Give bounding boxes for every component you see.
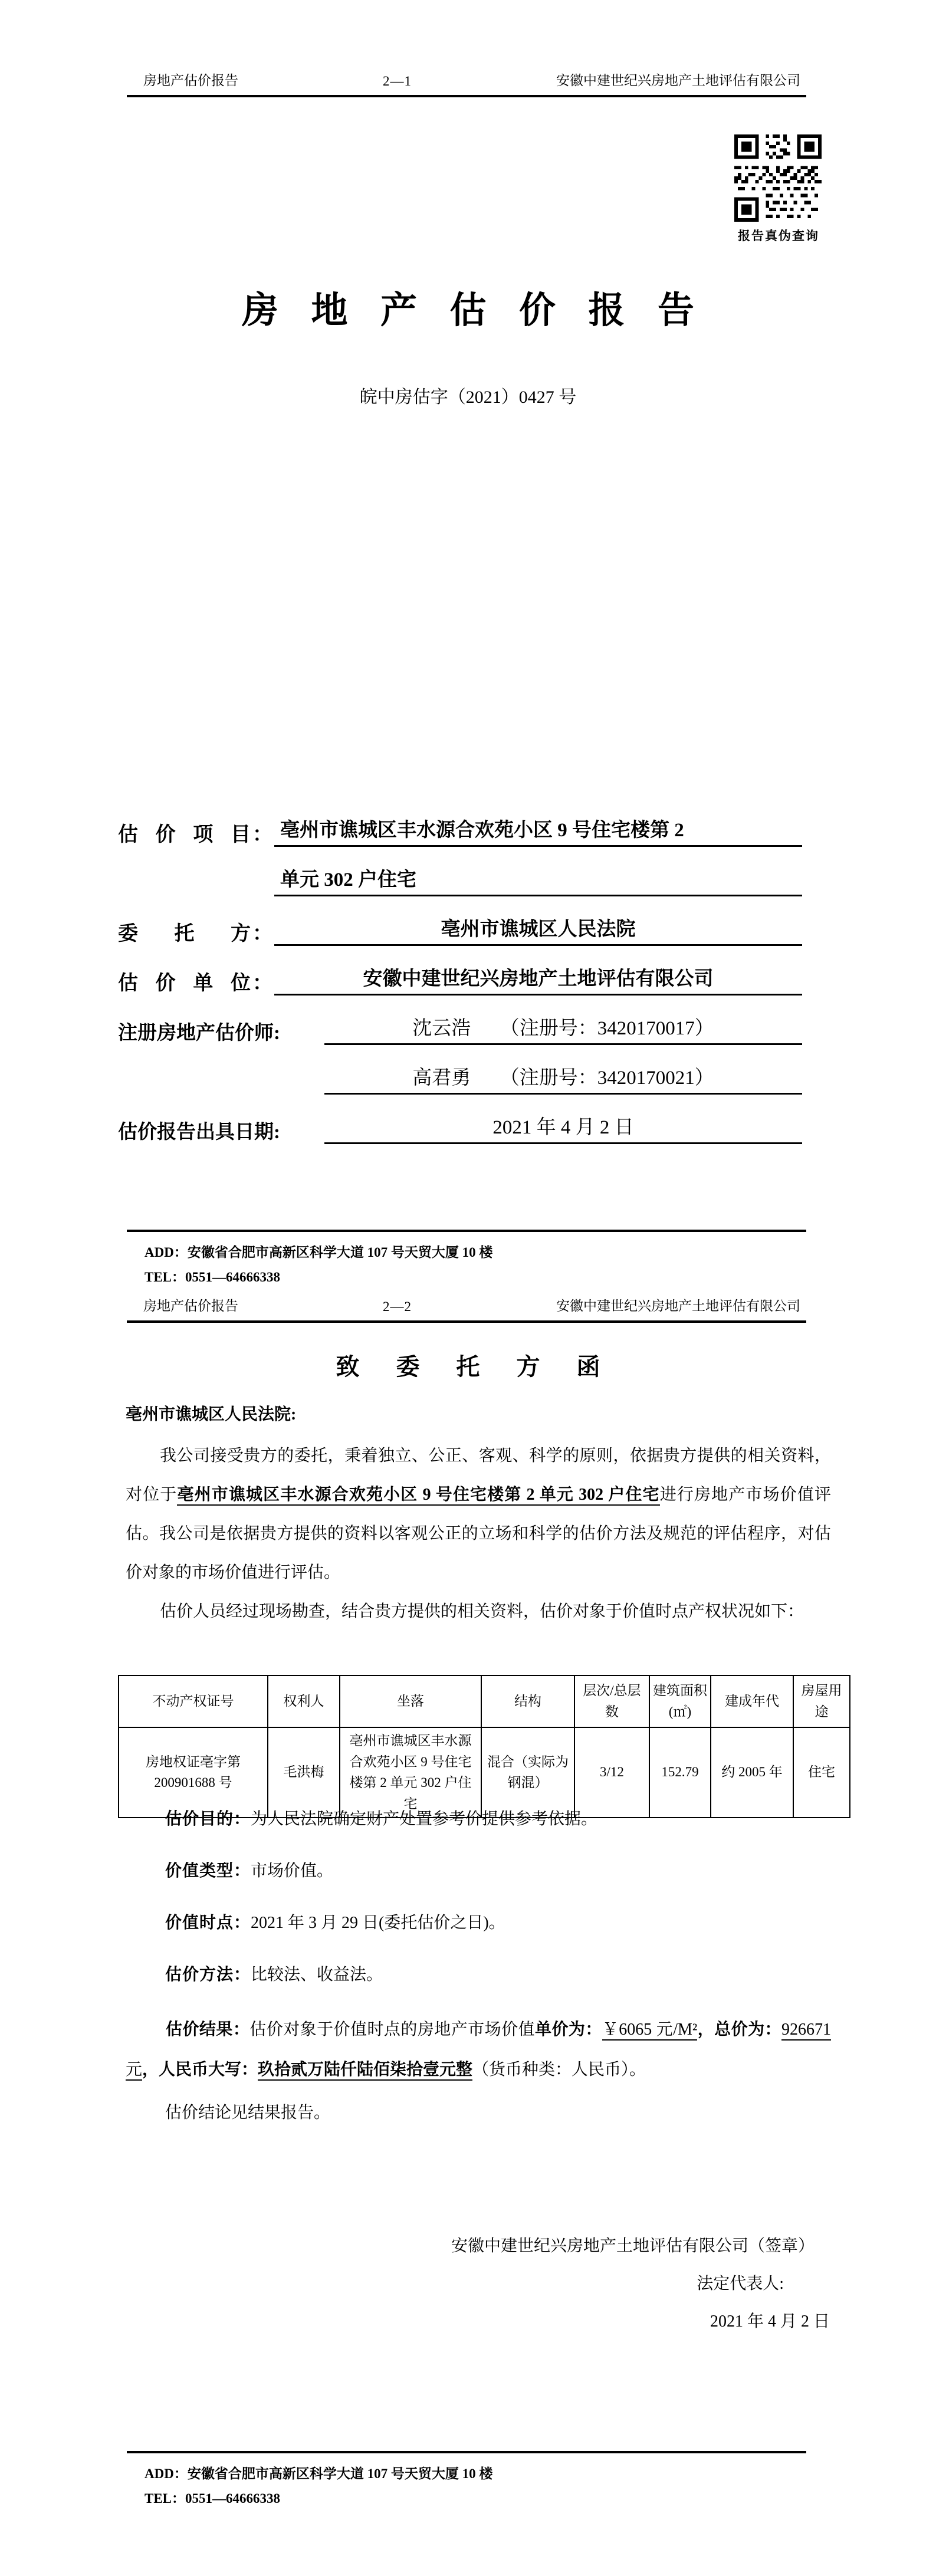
total-price-value: 926671 元	[126, 2020, 831, 2081]
table-header-cell: 建筑面积(㎡)	[649, 1675, 711, 1727]
field-label: 注册房地产估价师:	[118, 1023, 280, 1044]
paragraph-text: 进行房地产市场价值评估。我公司是依据贵方提供的资料以客观公正的立场和科学的估价方法及规范的评估程序，对估价对象的市场价值进行评估。	[126, 1486, 831, 1582]
table-row	[119, 1727, 850, 1818]
table-header-cell: 权利人	[268, 1675, 340, 1727]
page-number: 2—1	[383, 74, 412, 88]
running-header-doc-type: 房地产估价报告	[143, 73, 238, 88]
field-row-project-cont	[118, 847, 802, 896]
field-label: 估价报告出具日期:	[118, 1122, 280, 1143]
field-colon: ：	[252, 923, 272, 945]
field-row-appraiser-1	[118, 995, 802, 1045]
table-header-cell: 坐落	[340, 1675, 481, 1727]
field-value: 高君勇 （注册号：3420170021）	[324, 1062, 802, 1095]
company-name: 安徽中建世纪兴房地产土地评估有限公司	[556, 1299, 800, 1313]
table-cell-floor: 3/12	[574, 1727, 649, 1818]
page1-footer	[127, 1230, 806, 1290]
currency-note: （货币种类：人民币）。	[472, 2061, 646, 2079]
page1-running-header	[127, 70, 806, 97]
conclusion-note: 估价结论见结果报告。	[165, 2104, 331, 2122]
qr-verification-block	[734, 134, 823, 244]
legal-representative-label: 法定代表人:	[697, 2275, 784, 2293]
property-table	[118, 1675, 850, 1818]
item-label: 估价方法：	[165, 1966, 251, 1984]
table-cell-structure: 混合（实际为钢混）	[481, 1727, 574, 1818]
field-value: 2021 年 4 月 2 日	[324, 1112, 802, 1144]
company-name: 安徽中建世纪兴房地产土地评估有限公司	[556, 73, 800, 88]
result-text: 估价对象于价值时点的房地产市场价值	[249, 2020, 535, 2039]
qr-caption: 报告真伪查询	[738, 229, 819, 243]
field-row-project	[118, 797, 802, 847]
table-header-cell: 房屋用途	[793, 1675, 850, 1727]
item-purpose	[165, 1806, 836, 1829]
table-cell-year: 约 2005 年	[711, 1727, 793, 1818]
item-text: 比较法、收益法。	[251, 1966, 383, 1984]
item-text: 为人民法院确定财产处置参考价提供参考依据。	[251, 1810, 598, 1828]
table-cell-use: 住宅	[793, 1727, 850, 1818]
signature-company: 安徽中建世纪兴房地产土地评估有限公司（签章）	[451, 2237, 815, 2255]
table-cell-owner: 毛洪梅	[268, 1727, 340, 1818]
table-cell-area: 152.79	[649, 1727, 711, 1818]
footer-address: ADD：安徽省合肥市高新区科学大道 107 号天贸大厦 10 楼	[144, 1245, 493, 1260]
table-header-cell: 不动产权证号	[119, 1675, 268, 1727]
item-value-date	[165, 1910, 836, 1933]
item-method	[165, 1961, 836, 1985]
page2-running-header	[127, 1295, 806, 1323]
unit-price-value: ￥6065 元/M²	[602, 2020, 697, 2041]
total-price-label: ，总价为：	[697, 2020, 781, 2039]
footer-phone: TEL：0551—64666338	[144, 1270, 281, 1284]
table-cell-cert-no: 房地权证亳字第 200901688 号	[119, 1727, 268, 1818]
qr-code	[734, 134, 822, 222]
running-header-doc-type: 房地产估价报告	[143, 1299, 238, 1313]
field-colon: ：	[252, 972, 272, 994]
paragraph-survey: 估价人员经过现场勘查，结合贵方提供的相关资料，估价对象于价值时点产权状况如下：	[160, 1602, 804, 1621]
page2-footer	[127, 2451, 806, 2511]
item-label: 价值时点：	[165, 1914, 251, 1932]
signature-date: 2021 年 4 月 2 日	[710, 2312, 830, 2331]
cover-fields	[118, 797, 802, 1144]
field-value: 单元 302 户住宅	[274, 864, 802, 896]
item-text: 2021 年 3 月 29 日(委托估价之日)。	[251, 1914, 505, 1932]
table-header-cell: 层次/总层数	[574, 1675, 649, 1727]
field-label: 估 价 项 目	[118, 824, 251, 846]
paragraph-engagement	[126, 1437, 831, 1592]
report-number: 皖中房估字（2021）0427 号	[359, 387, 577, 407]
field-value: 亳州市谯城区丰水源合欢苑小区 9 号住宅楼第 2	[274, 814, 802, 847]
field-row-client	[118, 896, 802, 946]
item-label: 价值类型：	[165, 1862, 251, 1880]
field-row-appraiser-2	[118, 1045, 802, 1095]
field-label: 估 价 单 位	[118, 972, 251, 994]
field-value: 沈云浩 （注册号：3420170017）	[324, 1013, 802, 1045]
item-text: 市场价值。	[251, 1862, 334, 1880]
letter-title: 致 委 托 方 函	[336, 1353, 616, 1380]
field-colon: ：	[252, 824, 272, 846]
table-cell-location: 亳州市谯城区丰水源合欢苑小区 9 号住宅楼第 2 单元 302 户住宅	[340, 1727, 481, 1818]
field-row-appraisal-agency	[118, 946, 802, 995]
field-value: 安徽中建世纪兴房地产土地评估有限公司	[274, 963, 802, 995]
unit-price-label: 单价为：	[535, 2020, 602, 2039]
caps-value: 玖拾贰万陆仟陆佰柒拾壹元整	[258, 2061, 472, 2081]
table-header-cell: 建成年代	[711, 1675, 793, 1727]
footer-address: ADD：安徽省合肥市高新区科学大道 107 号天贸大厦 10 楼	[144, 2466, 493, 2481]
table-header-cell: 结构	[481, 1675, 574, 1727]
result-label: 估价结果：	[166, 2020, 250, 2039]
appraisal-result	[126, 2010, 831, 2090]
report-title: 房 地 产 估 价 报 告	[241, 291, 706, 331]
field-row-issue-date	[118, 1095, 802, 1144]
paragraph-text: 我公司接受贵方的委托，秉着独立、公正、客观、科学的原则，依据贵方提供的相关资料，对位于	[126, 1447, 831, 1504]
footer-phone: TEL：0551—64666338	[144, 2491, 281, 2506]
item-label: 估价目的：	[165, 1810, 251, 1828]
field-label: 委 托 方	[118, 923, 251, 945]
field-value: 亳州市谯城区人民法院	[274, 914, 802, 946]
item-value-type	[165, 1858, 836, 1881]
page-number: 2—2	[383, 1299, 412, 1314]
table-header-row	[119, 1675, 850, 1727]
salutation: 亳州市谯城区人民法院:	[126, 1405, 297, 1424]
caps-label: ，人民币大写：	[142, 2061, 258, 2079]
subject-property-emphasis: 亳州市谯城区丰水源合欢苑小区 9 号住宅楼第 2 单元 302 户住宅	[177, 1486, 659, 1506]
